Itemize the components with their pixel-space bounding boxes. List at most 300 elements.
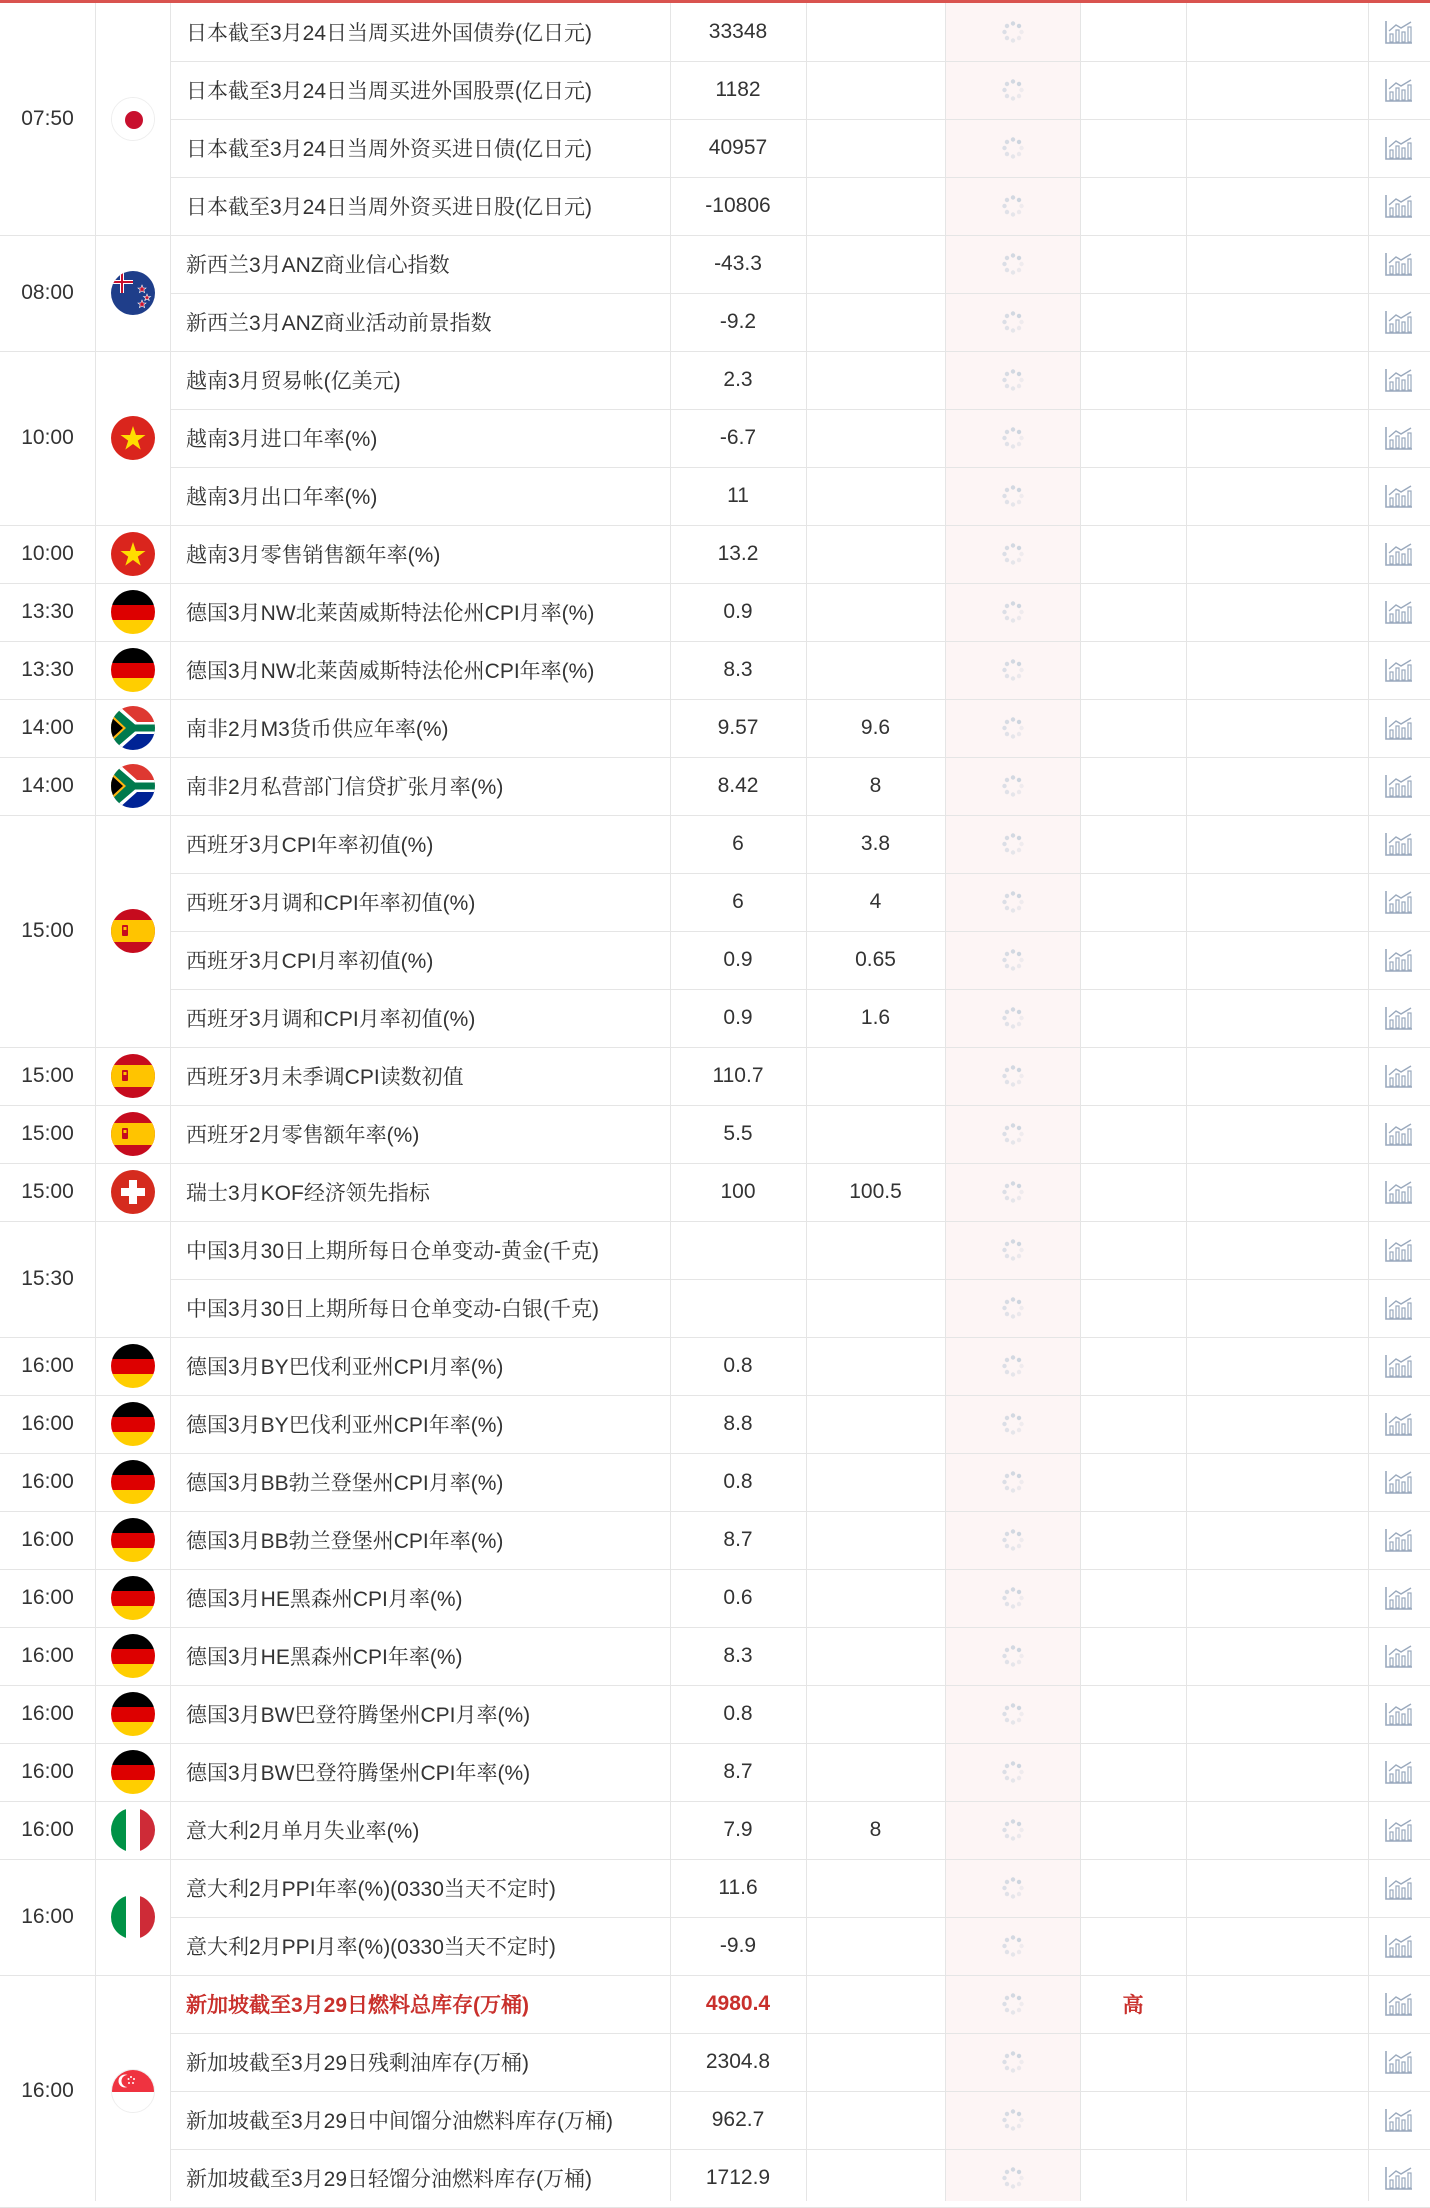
forecast-value xyxy=(806,293,945,351)
actual-value-cell xyxy=(945,1743,1080,1801)
country-flag-cell xyxy=(95,1163,170,1221)
actual-value-cell xyxy=(945,641,1080,699)
chart-icon xyxy=(1384,1353,1414,1379)
actual-value-cell xyxy=(945,989,1080,1047)
chart-icon xyxy=(1384,831,1414,857)
event-name[interactable]: 新加坡截至3月29日中间馏分油燃料库存(万桶) xyxy=(186,2110,614,2133)
forecast-value xyxy=(806,61,945,119)
loading-spinner-icon xyxy=(1000,1933,1026,1959)
previous-value: 0.9 xyxy=(723,1006,753,1029)
forecast-value: 4 xyxy=(869,890,882,913)
event-name[interactable]: 西班牙2月零售额年率(%) xyxy=(186,1124,420,1147)
chart-button[interactable] xyxy=(1368,409,1430,467)
actual-value-cell xyxy=(945,1627,1080,1685)
chart-icon xyxy=(1384,1933,1414,1959)
loading-spinner-icon xyxy=(1000,425,1026,451)
loading-spinner-icon xyxy=(1000,1005,1026,1031)
spain-flag-icon xyxy=(111,1054,155,1098)
chart-icon xyxy=(1384,947,1414,973)
chart-button[interactable] xyxy=(1368,873,1430,931)
loading-spinner-icon xyxy=(1000,77,1026,103)
chart-button[interactable] xyxy=(1368,2149,1430,2207)
chart-button[interactable] xyxy=(1368,119,1430,177)
loading-spinner-icon xyxy=(1000,1759,1026,1785)
country-flag-cell xyxy=(95,1569,170,1627)
actual-value-cell xyxy=(945,1221,1080,1279)
chart-button[interactable] xyxy=(1368,699,1430,757)
event-time: 16:00 xyxy=(21,1702,74,1725)
country-flag-cell xyxy=(95,1743,170,1801)
loading-spinner-icon xyxy=(1000,1063,1026,1089)
chart-button[interactable] xyxy=(1368,1163,1430,1221)
chart-button[interactable] xyxy=(1368,1685,1430,1743)
chart-button[interactable] xyxy=(1368,1221,1430,1279)
chart-button[interactable] xyxy=(1368,3,1430,61)
event-time: 15:00 xyxy=(21,1122,74,1145)
event-name[interactable]: 西班牙3月CPI月率初值(%) xyxy=(186,950,434,973)
loading-spinner-icon xyxy=(1000,831,1026,857)
event-name[interactable]: 西班牙3月调和CPI年率初值(%) xyxy=(186,892,476,915)
actual-value-cell xyxy=(945,815,1080,873)
previous-value: -9.9 xyxy=(719,1934,757,1957)
previous-value: 4980.4 xyxy=(705,1992,771,2015)
chart-icon xyxy=(1384,1411,1414,1437)
chart-button[interactable] xyxy=(1368,1047,1430,1105)
loading-spinner-icon xyxy=(1000,1585,1026,1611)
loading-spinner-icon xyxy=(1000,1643,1026,1669)
country-flag-cell xyxy=(95,583,170,641)
loading-spinner-icon xyxy=(1000,599,1026,625)
previous-value: 7.9 xyxy=(723,1818,753,1841)
chart-icon xyxy=(1384,1527,1414,1553)
forecast-value xyxy=(806,1975,945,2033)
previous-value: 11.6 xyxy=(718,1876,758,1899)
forecast-value xyxy=(806,235,945,293)
chart-icon xyxy=(1384,1005,1414,1031)
singapore-flag-icon xyxy=(111,2069,155,2113)
chart-button[interactable] xyxy=(1368,467,1430,525)
event-time: 14:00 xyxy=(21,774,74,797)
loading-spinner-icon xyxy=(1000,1237,1026,1263)
loading-spinner-icon xyxy=(1000,541,1026,567)
actual-value-cell xyxy=(945,3,1080,61)
previous-value: 8.7 xyxy=(723,1760,753,1783)
chart-icon xyxy=(1384,19,1414,45)
chart-button[interactable] xyxy=(1368,815,1430,873)
switzerland-flag-icon xyxy=(111,1170,155,1214)
germany-flag-icon xyxy=(111,590,155,634)
chart-button[interactable] xyxy=(1368,235,1430,293)
event-time: 08:00 xyxy=(21,281,74,304)
forecast-value: 8 xyxy=(869,1818,882,1841)
forecast-value xyxy=(806,351,945,409)
south-africa-flag-icon xyxy=(111,764,155,808)
country-flag-cell xyxy=(95,1337,170,1395)
event-name[interactable]: 意大利2月PPI年率(%)(0330当天不定时) xyxy=(186,1878,556,1901)
event-name[interactable]: 西班牙3月CPI年率初值(%) xyxy=(186,834,434,857)
event-name[interactable]: 新加坡截至3月29日燃料总库存(万桶) xyxy=(186,1994,530,2017)
previous-value: -6.7 xyxy=(719,426,757,449)
chart-button[interactable] xyxy=(1368,525,1430,583)
actual-value-cell xyxy=(945,1569,1080,1627)
event-name[interactable]: 日本截至3月24日当周外资买进日债(亿日元) xyxy=(186,138,593,161)
chart-button[interactable] xyxy=(1368,1337,1430,1395)
actual-value-cell xyxy=(945,1801,1080,1859)
event-time: 13:30 xyxy=(21,658,74,681)
forecast-value xyxy=(806,1395,945,1453)
forecast-value: 0.65 xyxy=(855,948,896,971)
event-name[interactable]: 德国3月BW巴登符腾堡州CPI月率(%) xyxy=(186,1704,531,1727)
previous-value: 8.3 xyxy=(723,658,753,681)
chart-button[interactable] xyxy=(1368,293,1430,351)
importance-label: 高 xyxy=(1122,1994,1144,2017)
forecast-value xyxy=(806,1105,945,1163)
previous-value: 962.7 xyxy=(711,2108,765,2131)
event-time: 07:50 xyxy=(21,107,74,130)
loading-spinner-icon xyxy=(1000,2107,1026,2133)
previous-value: 6 xyxy=(732,832,744,855)
loading-spinner-icon xyxy=(1000,1817,1026,1843)
chart-icon xyxy=(1384,483,1414,509)
event-name[interactable]: 越南3月贸易帐(亿美元) xyxy=(186,370,401,393)
event-time: 16:00 xyxy=(21,1470,74,1493)
event-name[interactable]: 德国3月NW北莱茵威斯特法伦州CPI年率(%) xyxy=(186,660,595,683)
country-flag-cell xyxy=(95,1859,170,1975)
vietnam-flag-icon xyxy=(111,416,155,460)
chart-button[interactable] xyxy=(1368,1975,1430,2033)
actual-value-cell xyxy=(945,699,1080,757)
event-time: 16:00 xyxy=(21,1528,74,1551)
country-flag-cell xyxy=(95,3,170,235)
country-flag-cell xyxy=(95,815,170,1047)
forecast-value xyxy=(806,1917,945,1975)
event-time: 16:00 xyxy=(21,1818,74,1841)
loading-spinner-icon xyxy=(1000,483,1026,509)
forecast-value: 3.8 xyxy=(860,832,891,855)
country-flag-cell xyxy=(95,1975,170,2207)
chart-icon xyxy=(1384,1121,1414,1147)
loading-spinner-icon xyxy=(1000,773,1026,799)
chart-button[interactable] xyxy=(1368,351,1430,409)
japan-flag-icon xyxy=(111,97,155,141)
actual-value-cell xyxy=(945,1047,1080,1105)
actual-value-cell xyxy=(945,1163,1080,1221)
event-name[interactable]: 越南3月零售销售额年率(%) xyxy=(186,544,441,567)
chart-button[interactable] xyxy=(1368,2033,1430,2091)
previous-value: 1712.9 xyxy=(705,2166,771,2189)
chart-icon xyxy=(1384,1179,1414,1205)
country-flag-cell xyxy=(95,699,170,757)
italy-flag-icon xyxy=(111,1808,155,1852)
loading-spinner-icon xyxy=(1000,251,1026,277)
chart-button[interactable] xyxy=(1368,2091,1430,2149)
country-flag-cell xyxy=(95,1685,170,1743)
actual-value-cell xyxy=(945,351,1080,409)
actual-value-cell xyxy=(945,235,1080,293)
forecast-value xyxy=(806,1569,945,1627)
chart-icon xyxy=(1384,1991,1414,2017)
chart-button[interactable] xyxy=(1368,1801,1430,1859)
column-divider xyxy=(1186,3,1187,2201)
chart-icon xyxy=(1384,425,1414,451)
event-time: 15:30 xyxy=(21,1267,74,1290)
event-name[interactable]: 西班牙3月调和CPI月率初值(%) xyxy=(186,1008,476,1031)
actual-value-cell xyxy=(945,1917,1080,1975)
loading-spinner-icon xyxy=(1000,193,1026,219)
actual-value-cell xyxy=(945,873,1080,931)
chart-icon xyxy=(1384,1701,1414,1727)
germany-flag-icon xyxy=(111,1460,155,1504)
chart-icon xyxy=(1384,715,1414,741)
forecast-value xyxy=(806,1511,945,1569)
previous-value: -9.2 xyxy=(719,310,757,333)
chart-icon xyxy=(1384,1643,1414,1669)
event-time: 16:00 xyxy=(21,1760,74,1783)
event-name[interactable]: 南非2月M3货币供应年率(%) xyxy=(186,718,449,741)
chart-icon xyxy=(1384,309,1414,335)
loading-spinner-icon xyxy=(1000,367,1026,393)
event-name[interactable]: 意大利2月PPI月率(%)(0330当天不定时) xyxy=(186,1936,556,1959)
actual-value-cell xyxy=(945,119,1080,177)
forecast-value xyxy=(806,1627,945,1685)
event-name[interactable]: 日本截至3月24日当周买进外国债券(亿日元) xyxy=(186,22,593,45)
previous-value: 13.2 xyxy=(717,542,759,565)
chart-button[interactable] xyxy=(1368,1453,1430,1511)
forecast-value xyxy=(806,2033,945,2091)
loading-spinner-icon xyxy=(1000,1701,1026,1727)
actual-value-cell xyxy=(945,1453,1080,1511)
loading-spinner-icon xyxy=(1000,889,1026,915)
previous-value: 100 xyxy=(720,1180,756,1203)
chart-button[interactable] xyxy=(1368,1917,1430,1975)
country-flag-cell xyxy=(95,757,170,815)
previous-value: -43.3 xyxy=(714,252,762,275)
event-name[interactable]: 德国3月BB勃兰登堡州CPI月率(%) xyxy=(186,1472,504,1495)
actual-value-cell xyxy=(945,1859,1080,1917)
south-africa-flag-icon xyxy=(111,706,155,750)
event-name[interactable]: 新加坡截至3月29日残剩油库存(万桶) xyxy=(186,2052,530,2075)
chart-icon xyxy=(1384,251,1414,277)
actual-value-cell xyxy=(945,1395,1080,1453)
previous-value: 5.5 xyxy=(723,1122,753,1145)
loading-spinner-icon xyxy=(1000,1875,1026,1901)
loading-spinner-icon xyxy=(1000,309,1026,335)
chart-icon xyxy=(1384,1759,1414,1785)
event-time: 10:00 xyxy=(21,426,74,449)
loading-spinner-icon xyxy=(1000,1469,1026,1495)
loading-spinner-icon xyxy=(1000,1527,1026,1553)
event-name[interactable]: 意大利2月单月失业率(%) xyxy=(186,1820,420,1843)
loading-spinner-icon xyxy=(1000,2165,1026,2191)
chart-icon xyxy=(1384,1875,1414,1901)
chart-icon xyxy=(1384,541,1414,567)
chart-icon xyxy=(1384,657,1414,683)
previous-value: 110.7 xyxy=(712,1064,764,1087)
germany-flag-icon xyxy=(111,648,155,692)
previous-value: 0.9 xyxy=(723,948,753,971)
forecast-value xyxy=(806,525,945,583)
event-time: 15:00 xyxy=(21,1180,74,1203)
chart-button[interactable] xyxy=(1368,989,1430,1047)
chart-button[interactable] xyxy=(1368,757,1430,815)
loading-spinner-icon xyxy=(1000,135,1026,161)
country-flag-cell xyxy=(95,1511,170,1569)
previous-value: 2.3 xyxy=(723,368,753,391)
country-flag-cell xyxy=(95,1105,170,1163)
loading-spinner-icon xyxy=(1000,1121,1026,1147)
actual-value-cell xyxy=(945,2033,1080,2091)
loading-spinner-icon xyxy=(1000,1179,1026,1205)
event-name[interactable]: 越南3月出口年率(%) xyxy=(186,486,378,509)
previous-value: 0.8 xyxy=(723,1702,753,1725)
actual-value-cell xyxy=(945,1685,1080,1743)
actual-value-cell xyxy=(945,1511,1080,1569)
loading-spinner-icon xyxy=(1000,715,1026,741)
actual-value-cell xyxy=(945,583,1080,641)
spain-flag-icon xyxy=(111,909,155,953)
event-time: 16:00 xyxy=(21,1412,74,1435)
event-name[interactable]: 越南3月进口年率(%) xyxy=(186,428,378,451)
actual-value-cell xyxy=(945,61,1080,119)
country-flag-cell xyxy=(95,1395,170,1453)
country-flag-cell xyxy=(95,1627,170,1685)
previous-value: 11 xyxy=(727,484,749,507)
previous-value: 6 xyxy=(732,890,744,913)
actual-value-cell xyxy=(945,177,1080,235)
event-name[interactable]: 西班牙3月未季调CPI读数初值 xyxy=(186,1066,464,1089)
forecast-value xyxy=(806,583,945,641)
chart-button[interactable] xyxy=(1368,177,1430,235)
loading-spinner-icon xyxy=(1000,657,1026,683)
event-name[interactable]: 南非2月私营部门信贷扩张月率(%) xyxy=(186,776,504,799)
spain-flag-icon xyxy=(111,1112,155,1156)
forecast-value xyxy=(806,467,945,525)
forecast-value xyxy=(806,1221,945,1279)
event-name[interactable]: 德国3月HE黑森州CPI年率(%) xyxy=(186,1646,463,1669)
chart-icon xyxy=(1384,773,1414,799)
loading-spinner-icon xyxy=(1000,1353,1026,1379)
event-name[interactable]: 德国3月BY巴伐利亚州CPI月率(%) xyxy=(186,1356,504,1379)
chart-icon xyxy=(1384,2107,1414,2133)
germany-flag-icon xyxy=(111,1344,155,1388)
chart-button[interactable] xyxy=(1368,1511,1430,1569)
forecast-value xyxy=(806,1337,945,1395)
loading-spinner-icon xyxy=(1000,2049,1026,2075)
chart-icon xyxy=(1384,193,1414,219)
actual-value-cell xyxy=(945,931,1080,989)
germany-flag-icon xyxy=(111,1634,155,1678)
chart-icon xyxy=(1384,1295,1414,1321)
previous-value: 9.57 xyxy=(717,716,759,739)
previous-value: 8.7 xyxy=(723,1528,753,1551)
chart-icon xyxy=(1384,1469,1414,1495)
chart-button[interactable] xyxy=(1368,1627,1430,1685)
forecast-value xyxy=(806,641,945,699)
actual-value-cell xyxy=(945,293,1080,351)
forecast-value xyxy=(806,2149,945,2207)
forecast-value xyxy=(806,1047,945,1105)
previous-value: 0.6 xyxy=(723,1586,753,1609)
event-time: 14:00 xyxy=(21,716,74,739)
event-name[interactable]: 中国3月30日上期所每日仓单变动-黄金(千克) xyxy=(186,1240,600,1263)
forecast-value: 9.6 xyxy=(860,716,891,739)
chart-button[interactable] xyxy=(1368,583,1430,641)
forecast-value: 1.6 xyxy=(860,1006,891,1029)
germany-flag-icon xyxy=(111,1750,155,1794)
chart-button[interactable] xyxy=(1368,1859,1430,1917)
germany-flag-icon xyxy=(111,1402,155,1446)
previous-value: 8.3 xyxy=(723,1644,753,1667)
event-name[interactable]: 德国3月NW北莱茵威斯特法伦州CPI月率(%) xyxy=(186,602,595,625)
previous-value: 8.42 xyxy=(717,774,759,797)
loading-spinner-icon xyxy=(1000,1991,1026,2017)
previous-value: 0.9 xyxy=(723,600,753,623)
actual-value-cell xyxy=(945,1975,1080,2033)
previous-value: 0.8 xyxy=(723,1470,753,1493)
chart-icon xyxy=(1384,77,1414,103)
actual-value-cell xyxy=(945,2149,1080,2207)
chart-button[interactable] xyxy=(1368,931,1430,989)
event-name[interactable]: 新加坡截至3月29日轻馏分油燃料库存(万桶) xyxy=(186,2168,593,2191)
chart-button[interactable] xyxy=(1368,1279,1430,1337)
actual-value-cell xyxy=(945,1337,1080,1395)
chart-button[interactable] xyxy=(1368,1569,1430,1627)
chart-button[interactable] xyxy=(1368,1105,1430,1163)
italy-flag-icon xyxy=(111,1895,155,1939)
event-name[interactable]: 德国3月BY巴伐利亚州CPI年率(%) xyxy=(186,1414,504,1437)
previous-value: 0.8 xyxy=(723,1354,753,1377)
event-name[interactable]: 日本截至3月24日当周外资买进日股(亿日元) xyxy=(186,196,593,219)
country-flag-cell xyxy=(95,1801,170,1859)
event-name[interactable]: 德国3月BW巴登符腾堡州CPI年率(%) xyxy=(186,1762,531,1785)
chart-button[interactable] xyxy=(1368,1395,1430,1453)
event-name[interactable]: 日本截至3月24日当周买进外国股票(亿日元) xyxy=(186,80,593,103)
actual-value-cell xyxy=(945,1279,1080,1337)
event-name[interactable]: 中国3月30日上期所每日仓单变动-白银(千克) xyxy=(186,1298,600,1321)
event-name[interactable]: 德国3月HE黑森州CPI月率(%) xyxy=(186,1588,463,1611)
forecast-value xyxy=(806,409,945,467)
country-flag-cell xyxy=(95,1047,170,1105)
actual-value-cell xyxy=(945,1105,1080,1163)
event-name[interactable]: 德国3月BB勃兰登堡州CPI年率(%) xyxy=(186,1530,504,1553)
event-name[interactable]: 新西兰3月ANZ商业活动前景指数 xyxy=(186,312,492,335)
event-time: 16:00 xyxy=(21,1586,74,1609)
actual-value-cell xyxy=(945,467,1080,525)
event-name[interactable]: 新西兰3月ANZ商业信心指数 xyxy=(186,254,450,277)
chart-button[interactable] xyxy=(1368,61,1430,119)
country-flag-cell xyxy=(95,525,170,583)
country-flag-cell xyxy=(95,641,170,699)
vietnam-flag-icon xyxy=(111,532,155,576)
previous-value: 1182 xyxy=(715,78,761,101)
event-name[interactable]: 瑞士3月KOF经济领先指标 xyxy=(186,1182,430,1205)
previous-value: 40957 xyxy=(708,136,768,159)
forecast-value xyxy=(806,1859,945,1917)
previous-value xyxy=(670,1221,806,1279)
chart-button[interactable] xyxy=(1368,641,1430,699)
event-time: 16:00 xyxy=(21,1644,74,1667)
actual-value-cell xyxy=(945,525,1080,583)
forecast-value: 100.5 xyxy=(849,1180,902,1203)
previous-value: 33348 xyxy=(708,20,768,43)
chart-button[interactable] xyxy=(1368,1743,1430,1801)
chart-icon xyxy=(1384,1817,1414,1843)
event-time: 15:00 xyxy=(21,1064,74,1087)
new-zealand-flag-icon xyxy=(111,271,155,315)
germany-flag-icon xyxy=(111,1692,155,1736)
event-time: 10:00 xyxy=(21,542,74,565)
forecast-value xyxy=(806,1743,945,1801)
